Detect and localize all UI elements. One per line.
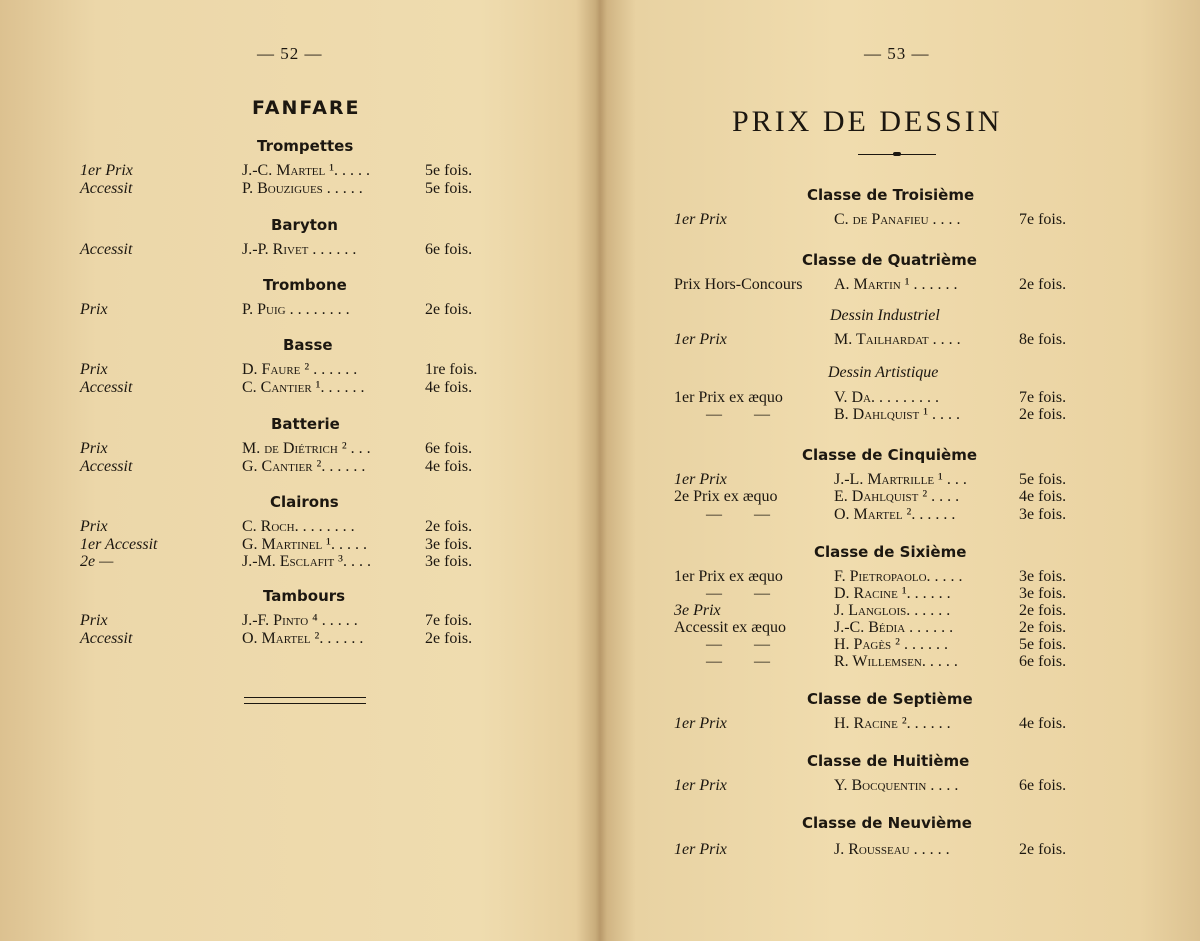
times-count: 5e fois. xyxy=(425,162,473,179)
prize-row xyxy=(80,440,490,458)
prize-label: Prix xyxy=(80,440,108,457)
prize-row xyxy=(674,471,1094,489)
student-name: A. Martin ¹ . . . . . . xyxy=(834,276,958,293)
times-count: 2e fois. xyxy=(1019,619,1067,636)
student-name: C. de Panafieu . . . . xyxy=(834,211,961,228)
student-name: J.-L. Martrille ¹ . . . xyxy=(834,471,967,488)
page-title: PRIX DE DESSIN xyxy=(732,105,1003,138)
student-name: D. Racine ¹. . . . . . xyxy=(834,585,951,602)
times-count: 3e fois. xyxy=(1019,506,1067,523)
prize-row xyxy=(674,276,1094,294)
times-count: 3e fois. xyxy=(425,553,473,570)
prize-label: 1er Prix xyxy=(80,162,133,179)
prize-label: 1er Prix xyxy=(674,331,727,348)
prize-row xyxy=(674,506,1094,524)
prize-label: Accessit xyxy=(80,241,133,258)
prize-row xyxy=(674,406,1094,424)
prize-label: — — xyxy=(706,506,770,523)
section-title: Batterie xyxy=(271,415,340,433)
section-title: Baryton xyxy=(271,216,338,234)
prize-row xyxy=(674,602,1094,620)
times-count: 2e fois. xyxy=(1019,276,1067,293)
student-name: J.-C. Bédia . . . . . . xyxy=(834,619,954,636)
prize-label: 1er Prix xyxy=(674,715,727,732)
student-name: J.-C. Martel ¹. . . . . xyxy=(242,162,371,179)
prize-row xyxy=(674,777,1094,795)
prize-row xyxy=(80,553,490,571)
times-count: 5e fois. xyxy=(425,180,473,197)
times-count: 4e fois. xyxy=(425,379,473,396)
student-name: P. Puig . . . . . . . . xyxy=(242,301,350,318)
student-name: P. Bouzigues . . . . . xyxy=(242,180,363,197)
prize-label: Prix xyxy=(80,361,108,378)
prize-label: 2e Prix ex æquo xyxy=(674,488,778,505)
right-page xyxy=(604,0,1200,941)
student-name: O. Martel ². . . . . . xyxy=(242,630,364,647)
section-title: Trombone xyxy=(263,276,347,294)
section-title: Classe de Septième xyxy=(807,690,973,708)
times-count: 4e fois. xyxy=(1019,715,1067,732)
section-title: Trompettes xyxy=(257,137,354,155)
prize-row xyxy=(80,162,490,180)
student-name: H. Racine ². . . . . . xyxy=(834,715,951,732)
prize-label: Prix xyxy=(80,612,108,629)
student-name: C. Roch. . . . . . . . xyxy=(242,518,355,535)
times-count: 2e fois. xyxy=(425,518,473,535)
student-name: M. de Diétrich ² . . . xyxy=(242,440,371,457)
student-name: J.-M. Esclafit ³. . . . xyxy=(242,553,371,570)
student-name: J. Langlois. . . . . . xyxy=(834,602,951,619)
prize-label: 1er Prix ex æquo xyxy=(674,389,783,406)
student-name: B. Dahlquist ¹ . . . . xyxy=(834,406,961,423)
prize-label: Accessit ex æquo xyxy=(674,619,786,636)
prize-label: 1er Prix xyxy=(674,211,727,228)
prize-label: — — xyxy=(706,585,770,602)
prize-label: 3e Prix xyxy=(674,602,721,619)
times-count: 4e fois. xyxy=(425,458,473,475)
section-title: Classe de Cinquième xyxy=(802,446,978,464)
student-name: C. Cantier ¹. . . . . . xyxy=(242,379,365,396)
section-title: Basse xyxy=(283,336,333,354)
section-title: Classe de Troisième xyxy=(807,186,975,204)
student-name: Y. Bocquentin . . . . xyxy=(834,777,959,794)
student-name: H. Pagès ² . . . . . . xyxy=(834,636,948,653)
prize-row xyxy=(674,389,1094,407)
student-name: G. Martinel ¹. . . . . xyxy=(242,536,367,553)
student-name: F. Pietropaolo. . . . . xyxy=(834,568,963,585)
section-title: Classe de Quatrième xyxy=(802,251,977,269)
student-name: R. Willemsen. . . . . xyxy=(834,653,958,670)
prize-label: 1er Prix xyxy=(674,471,727,488)
section-heading: FANFARE xyxy=(252,97,361,119)
left-page xyxy=(0,0,596,941)
prize-label: Accessit xyxy=(80,180,133,197)
times-count: 6e fois. xyxy=(425,241,473,258)
times-count: 2e fois. xyxy=(425,301,473,318)
times-count: 6e fois. xyxy=(1019,653,1067,670)
prize-row xyxy=(80,612,490,630)
subsection-title: Dessin Industriel xyxy=(830,307,940,324)
end-rule xyxy=(244,697,366,704)
prize-label: Prix Hors-Concours xyxy=(674,276,803,293)
prize-row xyxy=(674,585,1094,603)
prize-label: 1er Prix ex æquo xyxy=(674,568,783,585)
prize-row xyxy=(80,301,490,319)
prize-label: Accessit xyxy=(80,379,133,396)
prize-row xyxy=(80,536,490,554)
prize-label: 1er Prix xyxy=(674,841,727,858)
prize-label: 1er Prix xyxy=(674,777,727,794)
prize-row xyxy=(674,619,1094,637)
prize-row xyxy=(80,630,490,648)
prize-row xyxy=(80,458,490,476)
section-title: Classe de Sixième xyxy=(814,543,967,561)
prize-row xyxy=(80,361,490,379)
times-count: 7e fois. xyxy=(1019,389,1067,406)
times-count: 4e fois. xyxy=(1019,488,1067,505)
prize-label: 1er Accessit xyxy=(80,536,158,553)
times-count: 8e fois. xyxy=(1019,331,1067,348)
times-count: 7e fois. xyxy=(1019,211,1067,228)
prize-label: Accessit xyxy=(80,458,133,475)
title-ornament xyxy=(858,152,936,156)
prize-row xyxy=(674,841,1094,859)
times-count: 6e fois. xyxy=(425,440,473,457)
times-count: 2e fois. xyxy=(425,630,473,647)
subsection-title: Dessin Artistique xyxy=(828,364,939,381)
times-count: 5e fois. xyxy=(1019,636,1067,653)
prize-label: — — xyxy=(706,406,770,423)
section-title: Classe de Neuvième xyxy=(802,814,972,832)
times-count: 5e fois. xyxy=(1019,471,1067,488)
times-count: 2e fois. xyxy=(1019,406,1067,423)
prize-label: — — xyxy=(706,653,770,670)
times-count: 3e fois. xyxy=(1019,585,1067,602)
page-number: — 52 — xyxy=(257,44,323,63)
prize-row xyxy=(674,715,1094,733)
prize-label: — — xyxy=(706,636,770,653)
prize-row xyxy=(674,568,1094,586)
times-count: 7e fois. xyxy=(425,612,473,629)
prize-label: Prix xyxy=(80,301,108,318)
student-name: M. Tailhardat . . . . xyxy=(834,331,961,348)
times-count: 3e fois. xyxy=(1019,568,1067,585)
times-count: 1re fois. xyxy=(425,361,478,378)
prize-label: 2e — xyxy=(80,553,114,570)
section-title: Clairons xyxy=(270,493,339,511)
student-name: O. Martel ². . . . . . xyxy=(834,506,956,523)
prize-row xyxy=(80,241,490,259)
student-name: D. Faure ² . . . . . . xyxy=(242,361,358,378)
prize-row xyxy=(674,488,1094,506)
times-count: 6e fois. xyxy=(1019,777,1067,794)
prize-label: Prix xyxy=(80,518,108,535)
student-name: J. Rousseau . . . . . xyxy=(834,841,950,858)
prize-row xyxy=(674,211,1094,229)
section-title: Tambours xyxy=(263,587,346,605)
times-count: 2e fois. xyxy=(1019,602,1067,619)
page-number: — 53 — xyxy=(864,44,930,63)
student-name: V. Da. . . . . . . . . xyxy=(834,389,939,406)
prize-row xyxy=(674,331,1094,349)
prize-row xyxy=(80,180,490,198)
prize-row xyxy=(674,636,1094,654)
student-name: J.-F. Pinto ⁴ . . . . . xyxy=(242,612,358,629)
student-name: J.-P. Rivet . . . . . . xyxy=(242,241,357,258)
prize-row xyxy=(80,518,490,536)
prize-row xyxy=(80,379,490,397)
prize-row xyxy=(674,653,1094,671)
student-name: G. Cantier ². . . . . . xyxy=(242,458,366,475)
section-title: Classe de Huitième xyxy=(807,752,970,770)
times-count: 2e fois. xyxy=(1019,841,1067,858)
student-name: E. Dahlquist ² . . . . xyxy=(834,488,960,505)
prize-label: Accessit xyxy=(80,630,133,647)
times-count: 3e fois. xyxy=(425,536,473,553)
